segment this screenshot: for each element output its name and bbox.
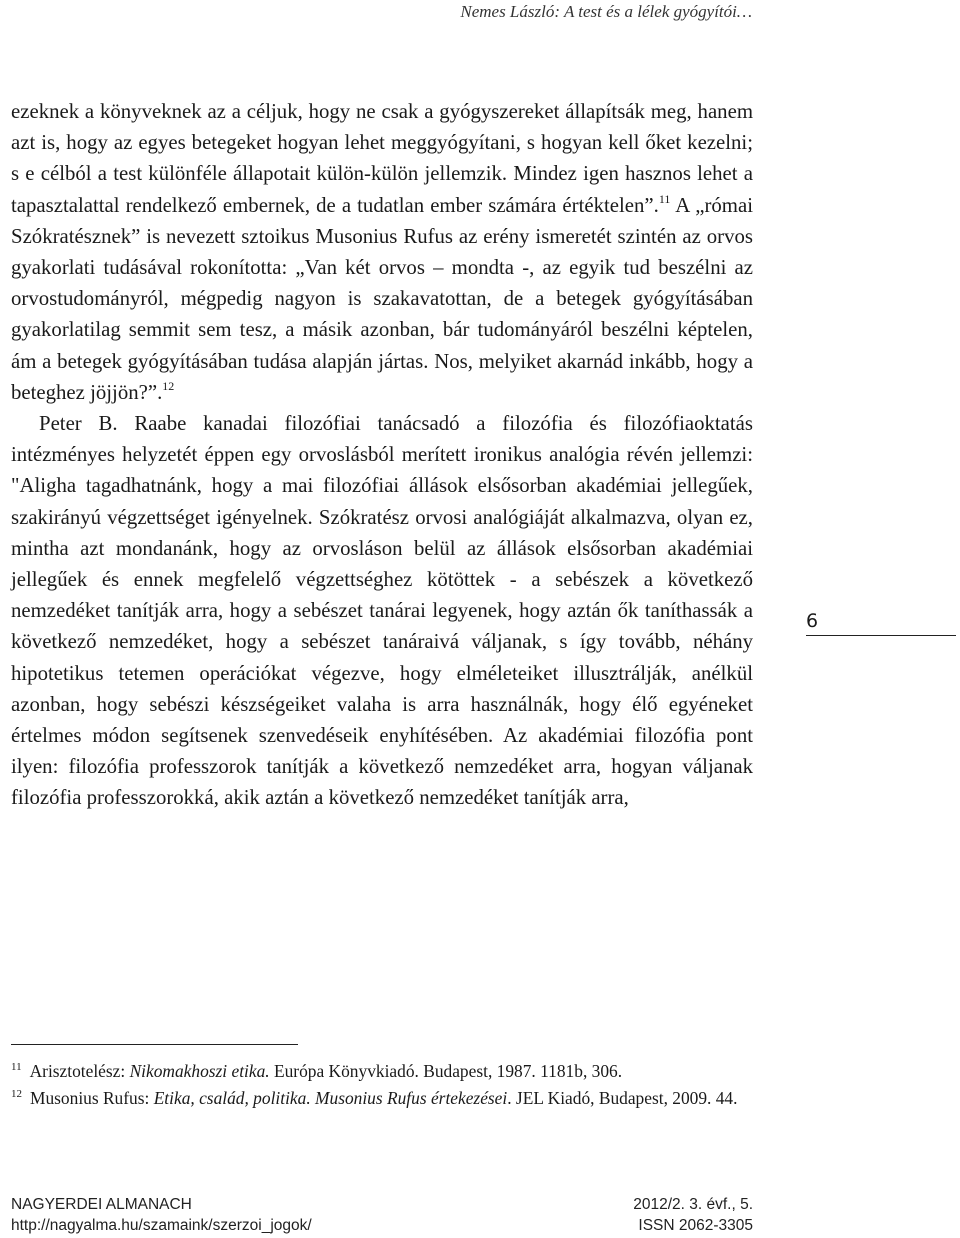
footnote-publication: . JEL Kiadó, Budapest, 2009. 44. bbox=[507, 1087, 738, 1108]
page-footer bbox=[11, 1194, 753, 1236]
footnote-number: 11 bbox=[11, 1061, 22, 1073]
footnote-divider bbox=[11, 1044, 298, 1045]
footnote-11 bbox=[11, 1058, 753, 1085]
footnote-author: Musonius Rufus: bbox=[30, 1087, 154, 1108]
footnote-publication: Európa Könyvkiadó. Budapest, 1987. 1181b, 306. bbox=[269, 1061, 623, 1081]
footnote-12 bbox=[11, 1085, 753, 1112]
paragraph-1-part-a: ezeknek a könyveknek az a céljuk, hogy ne csak a gyógyszereket állapítsák meg, hanem azt is, hogy az egyes betegeket hogyan lehet meggyógyítani, s hogyan kell őket kezelni; s e célból a test különféle állapotait külön-külön jellemzik. Mindez igen hasznos lehet a tapasztalattal rendelkező embernek, de a tudatlan ember számára értéktelen”. bbox=[11, 100, 753, 217]
issue-info: 2012/2. 3. évf., 5. bbox=[633, 1196, 753, 1213]
page-number: 6 bbox=[806, 610, 956, 636]
footer-url-link[interactable]: http://nagyalma.hu/szamaink/szerzoi_jogok/ bbox=[11, 1217, 312, 1234]
footnote-number: 12 bbox=[11, 1087, 22, 1100]
running-head: Nemes László: A test és a lélek gyógyítói… bbox=[460, 2, 752, 21]
journal-name: NAGYERDEI ALMANACH bbox=[11, 1196, 192, 1213]
footnote-ref-12[interactable]: 12 bbox=[162, 378, 175, 393]
footnote-ref-11[interactable]: 11 bbox=[658, 191, 671, 206]
paragraph-1 bbox=[11, 96, 753, 408]
issn: ISSN 2062-3305 bbox=[638, 1217, 753, 1234]
paragraph-1-part-b: A „római Szókratésznek” is nevezett sztoikus Musonius Rufus az erény ismeretét szintén az orvos gyakorlati tudásával rokonította: „Van két orvos – mondta -, az egyik tud beszélni az orvostudományról, mégpedig nagyon is szakavatottan, de a betegek gyógyításában gyakorlatilag semmit sem tesz, a másik azonban, bár tudományáról beszélni képtelen, ám a betegek gyógyításában tudása alapján jártas. Nos, melyiket akarnád inkább, hogy a beteghez jöjjön?”. bbox=[11, 193, 753, 404]
footnote-title: Nikomakhoszi etika. bbox=[129, 1061, 270, 1081]
paragraph-2: Peter B. Raabe kanadai filozófiai tanácsadó a filozófia és filozófiaoktatás intézményes helyzetét éppen egy orvoslásból merített ironikus analógia révén jellemzi: "Aligha tagadhatnánk, hogy a mai filozófiai állások elsősorban akadémiai jellegűek, szakirányú végzettséget igényelnek. Szókratész orvosi analógiáját alkalmazva, olyan ez, mintha azt mondanánk, hogy az orvosláson belül az állások elsősorban akadémiai jellegűek és ennek megfelelő végzettséghez kötöttek - a sebészek a következő nemzedéket tanítják arra, hogy a sebészet tanárai legyenek, hogy aztán ők taníthassák a következő nemzedéket, hogy a sebészet tanáraivá váljanak, s így tovább, néhány hipotetikus tetemen operációkat végezve, hogy elméleteiket illusztrálják, anélkül azonban, hogy sebészi készségeiket valaha is arra használnák, hogy élő egyéneket értelmes módon segítsenek szenvedéseik enyhítésében. Az akadémiai filozófia pont ilyen: filozófia professzorok tanítják a következő nemzedéket arra, hogyan váljanak filozófia professzorokká, akik aztán a következő nemzedéket tanítják arra, bbox=[11, 412, 753, 810]
body-text bbox=[11, 96, 753, 814]
footnote-title: Etika, család, politika. Musonius Rufus értekezései bbox=[153, 1087, 508, 1108]
footnote-author: Arisztotelész: bbox=[29, 1061, 130, 1081]
footnotes bbox=[11, 1058, 753, 1111]
